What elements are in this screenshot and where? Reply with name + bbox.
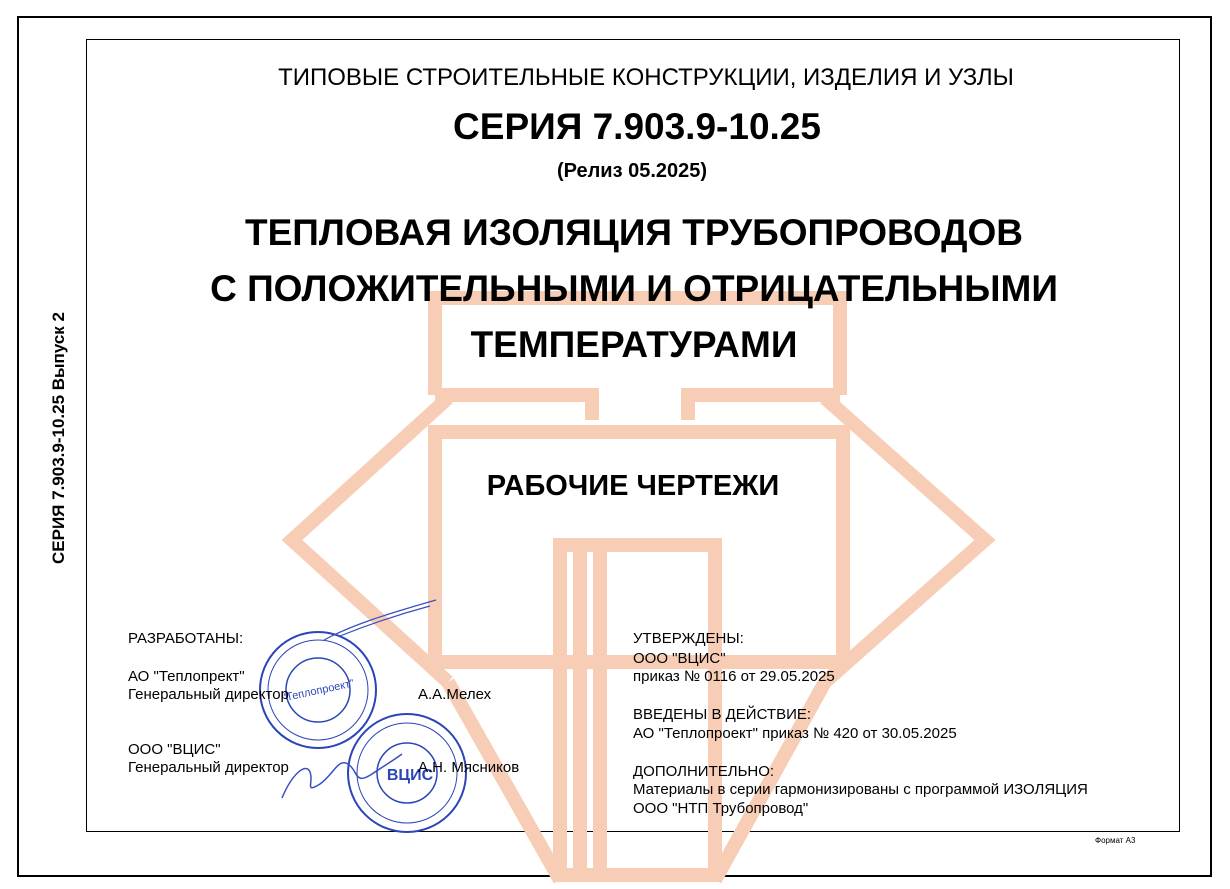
additional-heading: ДОПОЛНИТЕЛЬНО: xyxy=(633,763,775,780)
developer-org-1: АО "Теплопрект" xyxy=(128,668,245,685)
approved-order: приказ № 0116 от 29.05.2025 xyxy=(633,668,835,685)
title-line-1: ТЕПЛОВАЯ ИЗОЛЯЦИЯ ТРУБОПРОВОДОВ xyxy=(245,212,1023,253)
drawings-label: РАБОЧИЕ ЧЕРТЕЖИ xyxy=(486,470,780,502)
side-series-label: СЕРИЯ 7.903.9-10.25 Выпуск 2 xyxy=(49,312,68,564)
developer-role-2: Генеральный директор xyxy=(128,759,289,776)
enacted-text: АО "Теплопроект" приказ № 420 от 30.05.2025 xyxy=(633,725,957,742)
approved-org: ООО "ВЦИС" xyxy=(633,650,726,667)
approved-heading: УТВЕРЖДЕНЫ: xyxy=(633,630,744,647)
release-label: (Релиз 05.2025) xyxy=(556,160,708,182)
title-line-3: ТЕМПЕРАТУРАМИ xyxy=(470,324,798,365)
additional-line-1: Материалы в серии гармонизированы с программой ИЗОЛЯЦИЯ xyxy=(633,781,1088,798)
signature-2 xyxy=(276,744,406,804)
developer-name-2: А.Н. Мясников xyxy=(418,759,520,776)
additional-line-2: ООО "НТП Трубопровод" xyxy=(633,800,809,817)
developer-org-2: ООО "ВЦИС" xyxy=(128,741,221,758)
format-label: Формат А3 xyxy=(1095,836,1136,845)
enacted-heading: ВВЕДЕНЫ В ДЕЙСТВИЕ: xyxy=(633,706,812,723)
stamp2-text: ВЦИС xyxy=(386,767,434,784)
developer-name-1: А.А.Мелех xyxy=(418,686,492,703)
developer-role-1: Генеральный директор xyxy=(128,686,289,703)
series-number: СЕРИЯ 7.903.9-10.25 xyxy=(453,106,821,147)
signature-1 xyxy=(320,596,440,646)
stamp1-text: "Теплопроект" xyxy=(281,677,356,705)
developed-heading: РАЗРАБОТАНЫ: xyxy=(128,630,244,647)
document-subtitle: ТИПОВЫЕ СТРОИТЕЛЬНЫЕ КОНСТРУКЦИИ, ИЗДЕЛИЯ И УЗЛЫ xyxy=(278,64,1014,91)
title-line-2: С ПОЛОЖИТЕЛЬНЫМИ И ОТРИЦАТЕЛЬНЫМИ xyxy=(210,268,1058,309)
